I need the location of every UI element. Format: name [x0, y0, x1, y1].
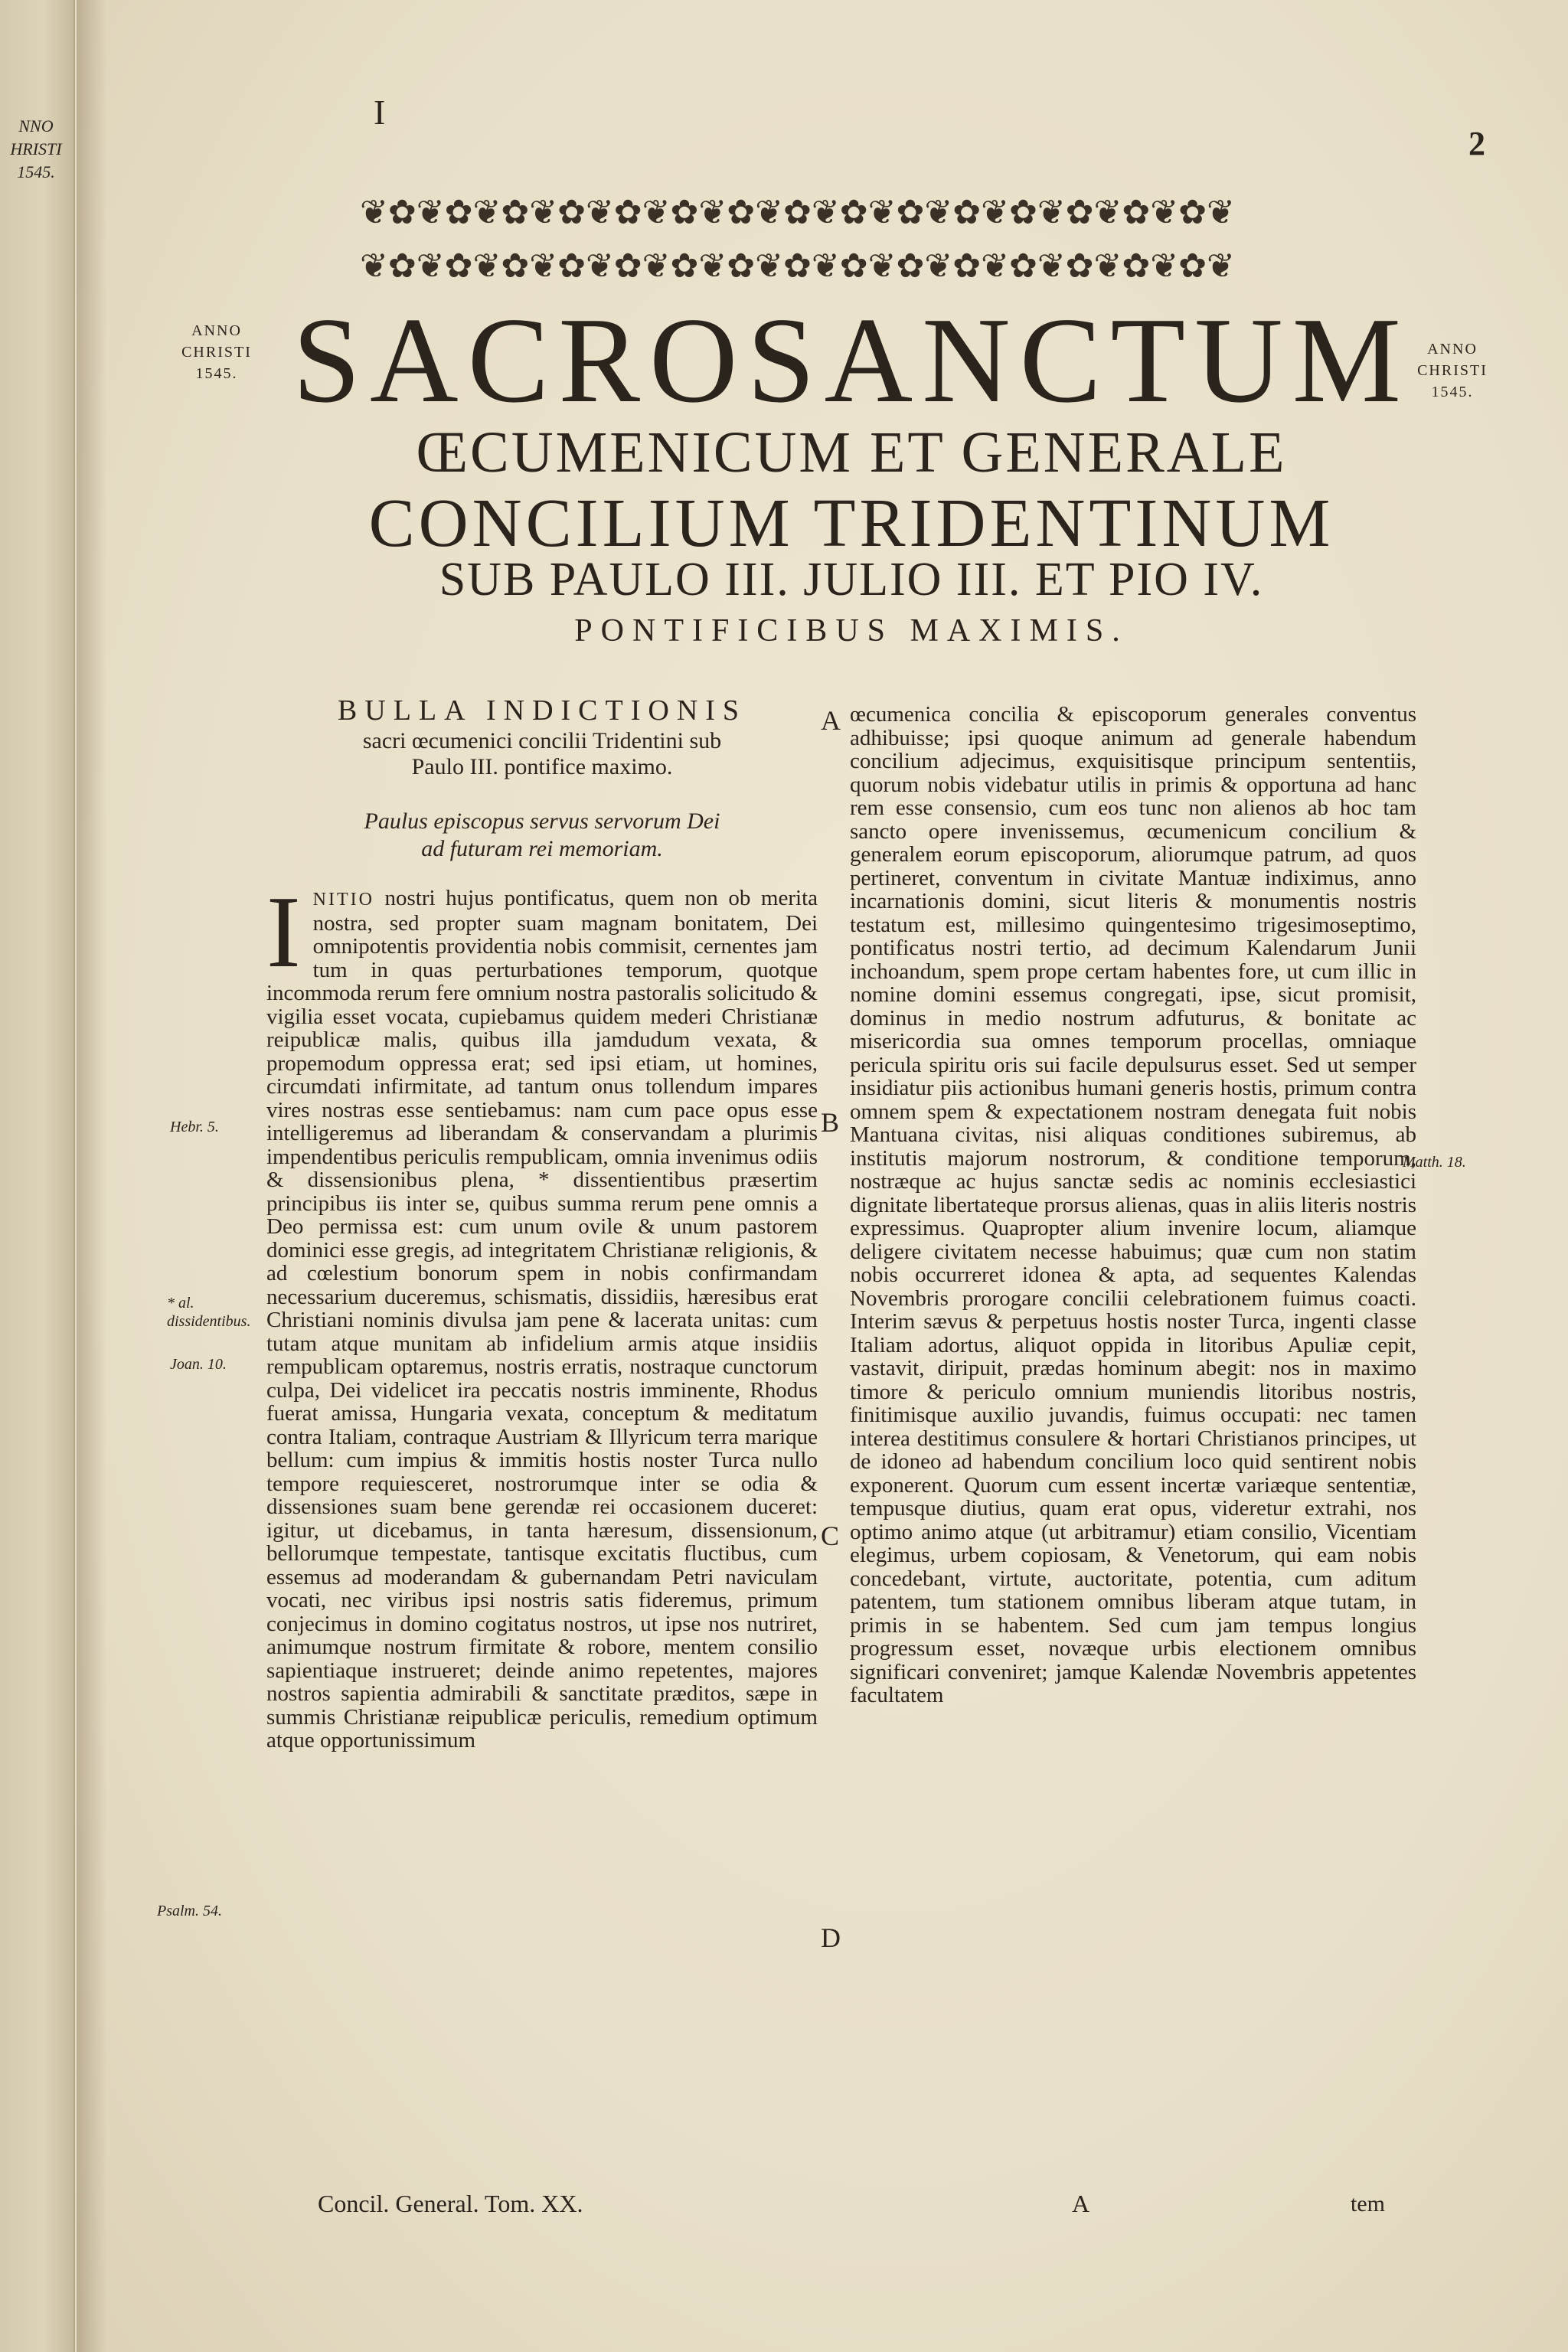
left-column-text — [266, 875, 818, 1753]
right-column-text — [850, 703, 1416, 1707]
title-line-2: ŒCUMENICUM ET GENERALE — [416, 420, 1287, 485]
section-letter-c: C — [821, 1521, 840, 1551]
title-line-3: CONCILIUM TRIDENTINUM — [368, 485, 1334, 561]
gutter-anno-note — [3, 115, 69, 184]
left-gutter — [0, 0, 75, 2352]
ornament-row: ❦✿❦✿❦✿❦✿❦✿❦✿❦✿❦✿❦✿❦✿❦✿❦✿❦✿❦✿❦✿❦ — [360, 194, 1235, 231]
binding-shadow — [77, 0, 107, 2352]
section-letter-a: A — [821, 705, 841, 736]
top-signature: I — [374, 93, 386, 132]
bulla-title: BULLA INDICTIONIS — [337, 694, 747, 727]
right-column-body: œcumenica concilia & episcoporum generales conventus adhibuisse; ipsi quoque animum ad generale habendum concilium adjecimus, exquisitisque principum sententiis, quorum nobis videbatur utilis in primis & opportuna ad hanc rem esse consensio, cum eos tunc non alienos ab hoc tam sancto opere invenissemus, œcumenicum concilium & generalem eorum episcoporum, aliorumque patrum, ad quos pertineret, conventum in civitate Mantuæ indiximus, anno incarnationis domini, sicut literis & monumentis nostris testatum est, millesimo quingentesimo trigesimoseptimo, pontificatus nostri tertio, ad decimum Kalendarum Junii inchoandum, spem prope certam habentes fore, ut cum illic in nomine domini essemus congregati, ipse, sicut promisit, dominus in medio nostrum adfuturus, & bonitate ac misericordia sua omnes temporum procellas, omniaque pericula spiritu oris sui facile depulsurus esset. Sed ut semper insidiatur piis actionibus humani generis hostis, primum contra omnem spem & expectationem nostram denegata fuit nobis Mantuana civitas, nisi aliquas conditiones subiremus, ab institutis majorum nostrorum, & conditione temporum, nostræque ac hujus sanctæ sedis ac nominis ecclesiastici dignitate libertateque prorsus alienas, quas in aliis literis nostris expressimus. Quapropter alium invenire locum, aliamque deligere civitatem necesse habuimus; quæ cum non statim nobis occurreret idonea & apta, ad sequentes Kalendas Novembris prorogare concilii celebrationem fuimus coacti. Interim sævus & perpetuus hostis noster Turca, ingenti classe Italiam adortus, aliquot oppida in litoribus Apuliæ cepit, vastavit, diripuit, prædas hominum abegit: nos in maximo timore & periculo omnium muniendis litoribus nostris, finitimisque auxilio juvandis, fuimus occupati: nec tamen interea destitimus consulere & hortari Christianos principes, ut de idoneo ad habendum concilium loco quid sentirent nobis exponerent. Quorum cum essent incertæ variæque sententiæ, tempusque diutius, quam erat opus, videretur extrahi, nos optimo animo atque (ut arbitramur) etiam consilio, Vicentiam elegimus, urbem copiosam, & Venetorum, qui eam nobis concedebant, virtute, auctoritate, potentia, cum aditum patentem, tum stationem omnibus liberam atque tutam, in primis in se habentem. Sed cum jam tempus longius progressum esset, novæque urbis electionem omnibus significari conveniret; jamque Kalendæ Novembris appetentes facultatem — [850, 702, 1416, 1707]
side-anno-line: 1545. — [195, 365, 238, 382]
bulla-header — [266, 693, 818, 863]
salutation-line: Paulus episcopus servus servorum Dei — [364, 808, 720, 834]
margin-note-psalm: Psalm. 54. — [157, 1903, 222, 1919]
side-anno-left — [167, 320, 266, 384]
section-letter-b: B — [821, 1107, 840, 1138]
section-letter-d: D — [821, 1922, 841, 1953]
footer-signature: Concil. General. Tom. XX. — [318, 2190, 583, 2217]
title-sacrosanctum: SACROSANCTUM — [292, 292, 1410, 428]
ornament-row: ❦✿❦✿❦✿❦✿❦✿❦✿❦✿❦✿❦✿❦✿❦✿❦✿❦✿❦✿❦✿❦ — [360, 247, 1235, 285]
side-anno-line: CHRISTI — [181, 344, 252, 361]
left-column-body: nostri hujus pontificatus, quem non ob merita nostra, sed propter suam magnam bonitatem, Dei omnipotentis providentia nobis commisit, cernentes jam tum in quas perturbationes temporum, quotque incommoda rerum fere omnium nostra pastoralis solicitudo & vigilia esset vocata, cupiebamus quidem mederi Christianæ reipublicæ malis, quibus illa jamdudum vexata, & propemodum oppressa erat; sed ipsi etiam, ut homines, circumdati infirmitate, ad tantum onus tollendum impares vires nostras esse sentiebamus: nam cum pace opus esse intelligeremus ad liberandam & conservandam a plurimis impendentibus periculis rempublicam, omnia invenimus odiis & dissensionibus plena, * dissentientibus præsertim principibus iis inter se, quibus summa rerum pene omnis a Deo permissa est: cum unum ovile & unum pastorem dominici esse gregis, ad integritatem Christianæ religionis, & ad cœlestium bonorum spem in nobis confirmandam necessarium duceremus, schismatis, dissidiis, hæresibus erat Christiani nominis divulsa jam pene & lacerata unitas: cum tutam atque munitam ab infidelium armis atque insidiis rempublicam optaremus, nostris erratis, nostraque cunctorum culpa, Dei videlicet ira peccatis nostris imminente, Rhodus fuerat amissa, Hungaria vexata, conceptum & meditatum contra Italiam, contraque Austriam & Illyricum terra marique bellum: cum impius & immitis hostis noster Turca nullo tempore requiesceret, nostrorumque inter se odia & dissensiones suam bene gerendæ rei occasionem duceret: igitur, ut dicebamus, in tanta hæresum, dissensionum, bellorumque tempestate, tantisque excitatis fluctibus, cum essemus ad moderandam & gubernandam Petri naviculam vocati, nec viribus ipsi nostris satis fideremus, primum conjecimus in domino cogitatus nostros, ut ipse nos nutriret, animumque nostrum firmitate & robore, mentem consilio sapientiaque instrueret; deinde animo repetentes, majores nostros sapientia admirabili & sanctitate præditos, sæpe in summis Christianæ reipublicæ periculis, remedium optimum atque opportunissimum — [266, 886, 818, 1753]
margin-note-joan: Joan. 10. — [170, 1356, 227, 1373]
drop-cap: I — [266, 875, 301, 988]
page-number: 2 — [1468, 125, 1485, 162]
page — [77, 0, 1568, 2352]
bulla-subtitle: sacri œcumenici concilii Tridentini sub — [362, 728, 722, 753]
side-anno-line: CHRISTI — [1417, 362, 1488, 379]
footer-sig-letter: A — [1072, 2190, 1090, 2217]
side-anno-line: ANNO — [1427, 341, 1478, 358]
margin-note-al-diss: * al. dissidentibus. — [167, 1295, 251, 1330]
bulla-subtitle: Paulo III. pontifice maximo. — [411, 754, 673, 779]
margin-note-matth: Matth. 18. — [1403, 1154, 1466, 1171]
gutter-note-line: HRISTI — [10, 139, 62, 158]
salutation — [266, 808, 818, 863]
side-anno-line: ANNO — [191, 322, 242, 339]
salutation-line: ad futuram rei memoriam. — [421, 836, 663, 861]
side-anno-line: 1545. — [1431, 384, 1474, 400]
margin-note-hebr: Hebr. 5. — [170, 1119, 219, 1135]
catchword: tem — [1351, 2191, 1385, 2216]
title-line-5: PONTIFICIBUS MAXIMIS. — [574, 613, 1129, 648]
title-line-4: SUB PAULO III. JULIO III. ET PIO IV. — [439, 554, 1264, 606]
gutter-note-line: 1545. — [17, 162, 55, 181]
header-ornament-band — [360, 190, 1478, 289]
gutter-note-line: NNO — [18, 116, 54, 136]
opening-word: NITIO — [312, 890, 374, 910]
